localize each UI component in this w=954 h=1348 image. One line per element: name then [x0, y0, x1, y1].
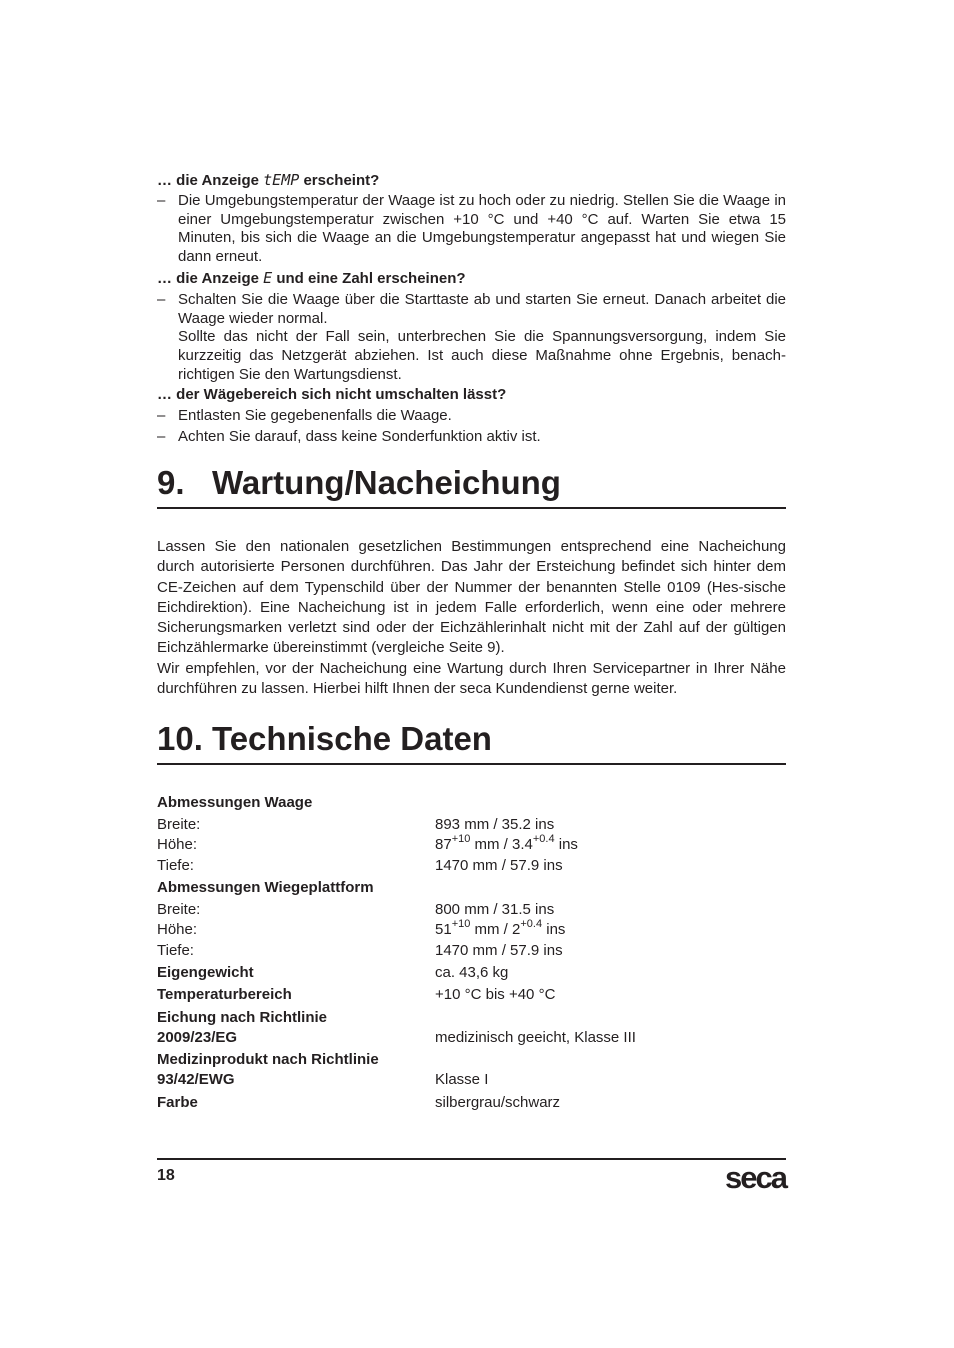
question-text: … die Anzeige — [157, 270, 259, 287]
section-title: Wartung/Nacheichung — [212, 464, 561, 501]
answer-text: Sollte das nicht der Fall sein, unterbrechen Sie die Spannungsversorgung, indem Sie kurzzeitig das Netzgerät abziehen. Ist auch diese Maßnahme ohne Ergebnis, benach-richtigen Sie den Wartungsdienst. — [178, 328, 786, 383]
value-part: mm / 2 — [470, 921, 521, 938]
spec-label: Tiefe: — [157, 857, 194, 874]
heading-rule — [157, 763, 786, 765]
question-text: … die Anzeige — [157, 172, 259, 189]
spec-value: 800 mm / 31.5 ins — [435, 901, 555, 918]
spec-label: 93/42/EWG — [157, 1071, 235, 1088]
spec-value — [435, 918, 566, 938]
question-error-display — [157, 269, 466, 288]
section-number: 9. — [157, 464, 185, 501]
dash-bullet: – — [157, 291, 166, 308]
section-title: Technische Daten — [212, 720, 492, 757]
answer-item — [157, 407, 786, 426]
spec-label: Temperaturbereich — [157, 986, 292, 1003]
spec-value: silbergrau/schwarz — [435, 1094, 561, 1111]
question-text: erscheint? — [303, 172, 380, 189]
spec-label: Höhe: — [157, 836, 198, 853]
footer-rule — [157, 1158, 786, 1160]
spec-label: Medizinprodukt nach Richtlinie — [157, 1051, 379, 1068]
dash-bullet: – — [157, 407, 166, 424]
value-part: 51 — [435, 921, 452, 938]
seca-logo: seca — [725, 1160, 786, 1195]
spec-value: +10 °C bis +40 °C — [435, 986, 556, 1003]
spec-value: 1470 mm / 57.9 ins — [435, 942, 563, 959]
tolerance: +0.4 — [532, 833, 555, 845]
paragraph: Lassen Sie den nationalen gesetzlichen Bestimmungen entsprechend eine Nacheichung durch autorisierte Personen durchführen. Das Jahr der Ersteichung befindet sich hinter dem CE-Zeichen auf dem Typenschild über der Nummer der benannten Stelle 0109 (Hes-sische Eichdirektion). Eine Nacheichung ist in jedem Falle erforderlich, wenn eine oder mehrere Sicherungsmarken verletzt sind oder der Eichzählerinhalt nicht mit der Zahl auf der gültigen Eichzählermarke übereinstimmt (vergleiche Seite 9). — [157, 538, 786, 657]
value-part: 87 — [435, 836, 452, 853]
answer-item — [157, 428, 786, 447]
spec-value: Klasse I — [435, 1071, 489, 1088]
display-code-e: E — [263, 269, 273, 287]
answer-text: Die Umgebungstemperatur der Waage ist zu hoch oder zu niedrig. Stellen Sie die Waage in einer Umgebungstemperatur zwischen +10 °C und +40 °C auf. Warten Sie etwa 15 Minuten, bis sich die Waage an die Umgebungstemperatur angepasst hat und wiegen Sie dann erneut. — [178, 192, 786, 266]
dash-bullet: – — [157, 192, 166, 209]
section-number: 10. — [157, 720, 203, 757]
display-code-temp: tEMP — [263, 171, 300, 189]
dash-bullet: – — [157, 428, 166, 445]
spec-heading: Abmessungen Waage — [157, 794, 313, 811]
maintenance-text — [157, 537, 786, 699]
heading-rule — [157, 507, 786, 509]
spec-label: Breite: — [157, 816, 201, 833]
section-heading-maintenance — [157, 464, 786, 502]
answer-text: Schalten Sie die Waage über die Starttaste ab und starten Sie erneut. Danach arbeitet die Waage wieder normal. — [178, 291, 786, 327]
question-range-switch: … der Wägebereich sich nicht umschalten lässt? — [157, 386, 507, 403]
spec-value: ca. 43,6 kg — [435, 964, 509, 981]
section-heading-technical-data — [157, 720, 786, 758]
spec-label: Farbe — [157, 1094, 198, 1111]
answer-item — [157, 291, 786, 385]
spec-label: 2009/23/EG — [157, 1029, 238, 1046]
tolerance: +0.4 — [520, 918, 543, 930]
spec-value — [435, 833, 578, 853]
spec-label: Tiefe: — [157, 942, 194, 959]
answer-text: Entlasten Sie gegebenenfalls die Waage. — [178, 407, 452, 424]
spec-label: Eigengewicht — [157, 964, 254, 981]
paragraph: Wir empfehlen, vor der Nacheichung eine Wartung durch Ihren Servicepartner in Ihrer Nähe durchführen zu lassen. Hierbei hilft Ihnen der seca Kundendienst gerne weiter. — [157, 659, 786, 698]
spec-label: Eichung nach Richtlinie — [157, 1009, 328, 1026]
spec-label: Höhe: — [157, 921, 198, 938]
value-part: mm / 3.4 — [470, 836, 533, 853]
question-temp-display — [157, 171, 379, 190]
spec-label: Breite: — [157, 901, 201, 918]
page-number: 18 — [157, 1167, 175, 1184]
spec-value: 893 mm / 35.2 ins — [435, 816, 555, 833]
value-part: ins — [542, 921, 566, 938]
question-text: und eine Zahl erscheinen? — [276, 270, 466, 287]
value-part: ins — [554, 836, 578, 853]
spec-value: 1470 mm / 57.9 ins — [435, 857, 563, 874]
spec-value: medizinisch geeicht, Klasse III — [435, 1029, 636, 1046]
answer-text: Achten Sie darauf, dass keine Sonderfunktion aktiv ist. — [178, 428, 541, 445]
tolerance: +10 — [451, 833, 471, 845]
answer-item — [157, 192, 786, 267]
spec-heading: Abmessungen Wiegeplattform — [157, 879, 374, 896]
tolerance: +10 — [451, 918, 471, 930]
